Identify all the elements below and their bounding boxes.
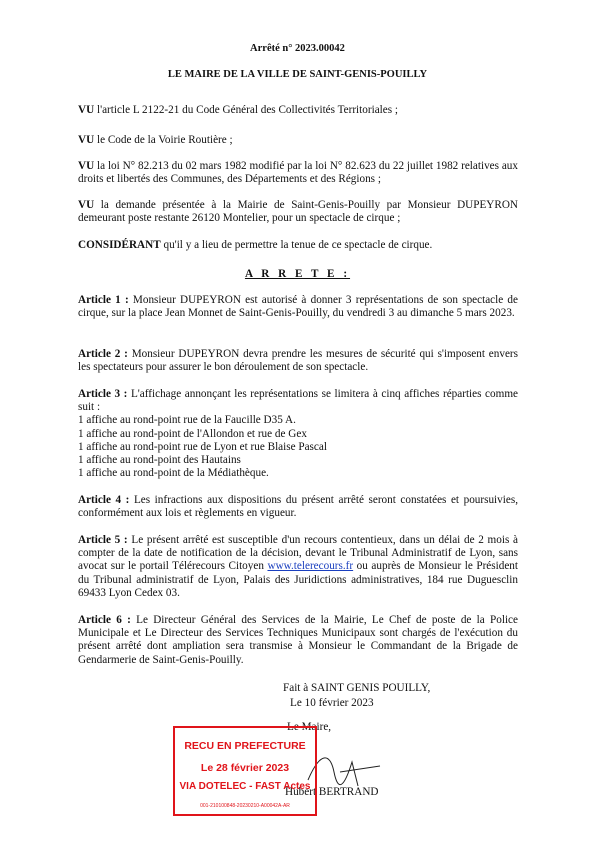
prefecture-stamp <box>173 726 317 816</box>
stamp-reference: 001-210100848-20230210-A00042A-AR <box>200 803 290 809</box>
vu-lead: VU <box>78 104 95 116</box>
signatory-name: Hubert BERTRAND <box>285 786 379 798</box>
article-label: Article 2 : <box>78 348 128 360</box>
vu-text: la demande présentée à la Mairie de Saint-Genis-Pouilly par Monsieur DUPEYRON demeurant poste restante 26120 Montelier, pour un spectacle de cirque ; <box>78 199 518 225</box>
article-label: Article 1 : <box>78 294 129 306</box>
vu-text: la loi N° 82.213 du 02 mars 1982 modifié par la loi N° 82.623 du 22 juillet 1982 relatives aux droits et libertés des Communes, des Départements et des Régions ; <box>78 160 518 186</box>
article-6 <box>78 614 518 667</box>
article-label: Article 6 : <box>78 614 131 626</box>
arrete-number: Arrêté n° 2023.00042 <box>250 43 345 54</box>
vu-paragraph <box>78 134 518 147</box>
considerant-text: qu'il y a lieu de permettre la tenue de ce spectacle de cirque. <box>160 239 433 251</box>
article-label: Article 4 : <box>78 494 130 506</box>
signature-date: Le 10 février 2023 <box>290 697 374 709</box>
article-text: Monsieur DUPEYRON est autorisé à donner 3 représentations de son spectacle de cirque, sur la place Jean Monnet de Saint-Genis-Pouilly, du vendredi 3 au dimanche 5 mars 2023. <box>78 294 518 320</box>
vu-lead: VU <box>78 134 95 146</box>
considerant-lead: CONSIDÉRANT <box>78 239 161 251</box>
stamp-date: Le 28 février 2023 <box>200 762 290 774</box>
vu-paragraph <box>78 199 518 225</box>
stamp-line: RECU EN PREFECTURE <box>184 740 306 752</box>
article-label: Article 5 : <box>78 534 128 546</box>
list-item: 1 affiche au rond-point de l'Allondon et rue de Gex <box>78 427 307 440</box>
article-label: Article 3 : <box>78 388 128 400</box>
list-item: 1 affiche au rond-point des Hautains <box>78 454 241 467</box>
arrete-heading: A R R E T E : <box>244 268 351 280</box>
article-1 <box>78 294 518 320</box>
article-text: Monsieur DUPEYRON devra prendre les mesures de sécurité qui s'imposent envers les spectateurs pour assurer le bon déroulement de son spectacle. <box>78 348 518 374</box>
telerecours-link[interactable]: www.telerecours.fr <box>267 560 354 573</box>
vu-text: le Code de la Voirie Routière ; <box>94 134 233 146</box>
article-text: Le Directeur Général des Services de la Mairie, Le Chef de poste de la Police Municipale et Le Directeur des Services Techniques Municipaux sont chargés de l'exécution du présent arrêté dont ampliation sera transmise à Monsieur le Commandant de la Brigade de Gendarmerie de Saint-Genis-Pouilly. <box>78 614 518 666</box>
list-item: 1 affiche au rond-point rue de Lyon et rue Blaise Pascal <box>78 440 327 453</box>
article-text: ou auprès de Monsieur le Président du Tribunal administratif de Lyon, Palais des Juridictions administratives, 184 rue Duguesclin 69433 Lyon Cedex 03. <box>78 560 518 599</box>
considerant-paragraph <box>78 239 518 252</box>
article-2 <box>78 348 518 374</box>
article-text: Les infractions aux dispositions du présent arrêté seront constatées et poursuivies, conformément aux lois et règlements en vigueur. <box>78 494 518 520</box>
vu-lead: VU <box>78 160 95 172</box>
list-item: 1 affiche au rond-point rue de la Faucille D35 A. <box>78 414 296 427</box>
vu-lead: VU <box>78 199 95 211</box>
vu-paragraph <box>78 104 518 117</box>
vu-paragraph <box>78 160 518 186</box>
stamp-line: VIA DOTELEC - FAST Actes <box>179 781 311 792</box>
signature-place: Fait à SAINT GENIS POUILLY, <box>283 682 431 694</box>
vu-text: l'article L 2122-21 du Code Général des Collectivités Territoriales ; <box>94 104 398 116</box>
article-text: L'affichage annonçant les représentations se limitera à cinq affiches réparties comme suit : <box>78 388 518 414</box>
article-3 <box>78 388 518 480</box>
article-4 <box>78 494 518 520</box>
list-item: 1 affiche au rond-point de la Médiathèque. <box>78 467 269 480</box>
article-text: Le présent arrêté est susceptible d'un recours contentieux, dans un délai de 2 mois à compter de la date de notification de la décision, devant le Tribunal Administratif de Lyon, sans avocat sur le portail Télérecours Citoyen <box>78 534 518 573</box>
authority-title: LE MAIRE DE LA VILLE DE SAINT-GENIS-POUILLY <box>167 69 428 80</box>
article-5 <box>78 534 518 600</box>
signature-role: Le Maire, <box>287 721 332 733</box>
